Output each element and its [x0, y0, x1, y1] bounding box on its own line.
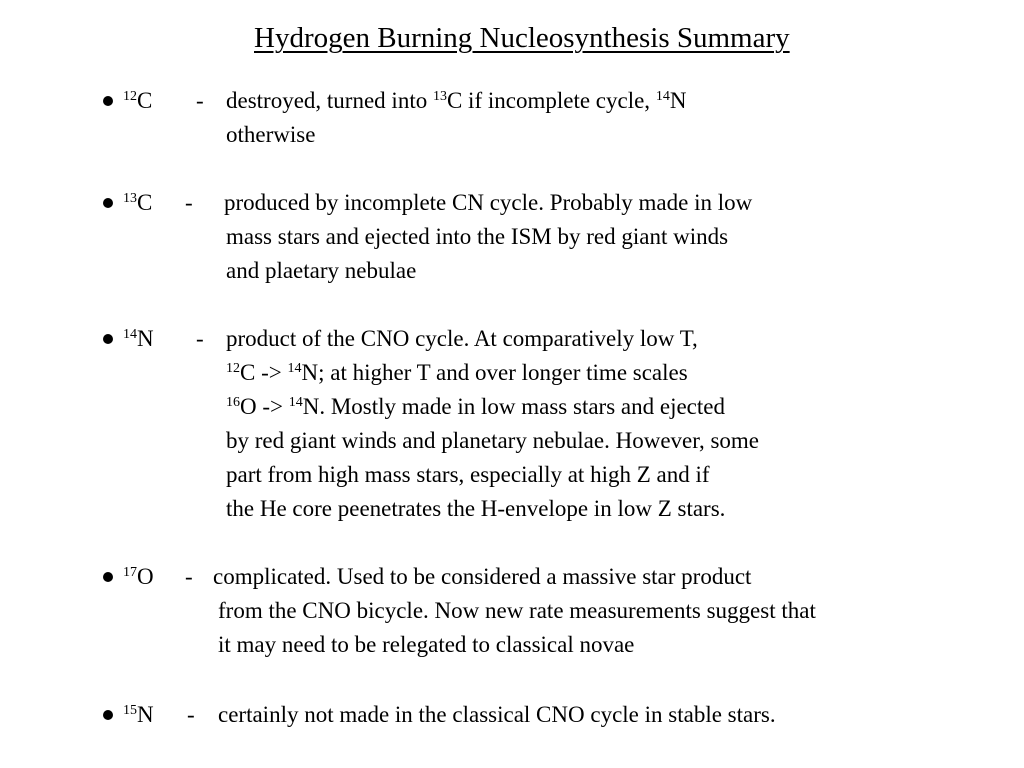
description-line: destroyed, turned into $^{13}$C if incomplete cycle, $^{14}$N [226, 88, 687, 113]
list-item-15n [103, 698, 154, 732]
page-title: Hydrogen Burning Nucleosynthesis Summary [254, 22, 790, 54]
description-line: and plaetary nebulae [226, 258, 417, 283]
description-line: $^{16}$O -> $^{14}$N. Mostly made in low mass stars and ejected [226, 394, 725, 419]
description-line: by red giant winds and planetary nebulae. However, some [226, 428, 760, 453]
list-item-12c [103, 84, 152, 118]
description-line: otherwise [226, 122, 316, 147]
description-line: mass stars and ejected into the ISM by red giant winds [226, 224, 729, 249]
isotope-label: $^{12}$C [123, 88, 153, 113]
separator-dash: - [185, 564, 193, 589]
description-line: it may need to be relegated to classical novae [218, 632, 635, 657]
description-line: complicated. Used to be considered a massive star product [213, 564, 752, 589]
description-line: certainly not made in the classical CNO cycle in stable stars. [218, 702, 776, 727]
bullet-icon [103, 334, 113, 344]
separator-dash: - [196, 88, 204, 113]
separator-dash: - [196, 326, 204, 351]
isotope-label: $^{17}$O [123, 564, 154, 589]
isotope-label: $^{13}$C [123, 190, 153, 215]
list-item-13c [103, 186, 152, 220]
bullet-icon [103, 96, 113, 106]
bullet-icon [103, 572, 113, 582]
separator-dash: - [187, 702, 195, 727]
description-line: $^{12}$C -> $^{14}$N; at higher T and over longer time scales [226, 360, 688, 385]
description-line: part from high mass stars, especially at high Z and if [226, 462, 710, 487]
description-line: product of the CNO cycle. At comparatively low T, [226, 326, 698, 351]
description-line: produced by incomplete CN cycle. Probably made in low [224, 190, 753, 215]
bullet-icon [103, 710, 113, 720]
list-item-17o [103, 560, 154, 594]
description-line: from the CNO bicycle. Now new rate measurements suggest that [218, 598, 816, 623]
description-line: the He core peenetrates the H-envelope in low Z stars. [226, 496, 726, 521]
isotope-label: $^{14}$N [123, 326, 154, 351]
bullet-icon [103, 198, 113, 208]
separator-dash: - [185, 190, 193, 215]
list-item-14n [103, 322, 154, 356]
isotope-label: $^{15}$N [123, 702, 154, 727]
